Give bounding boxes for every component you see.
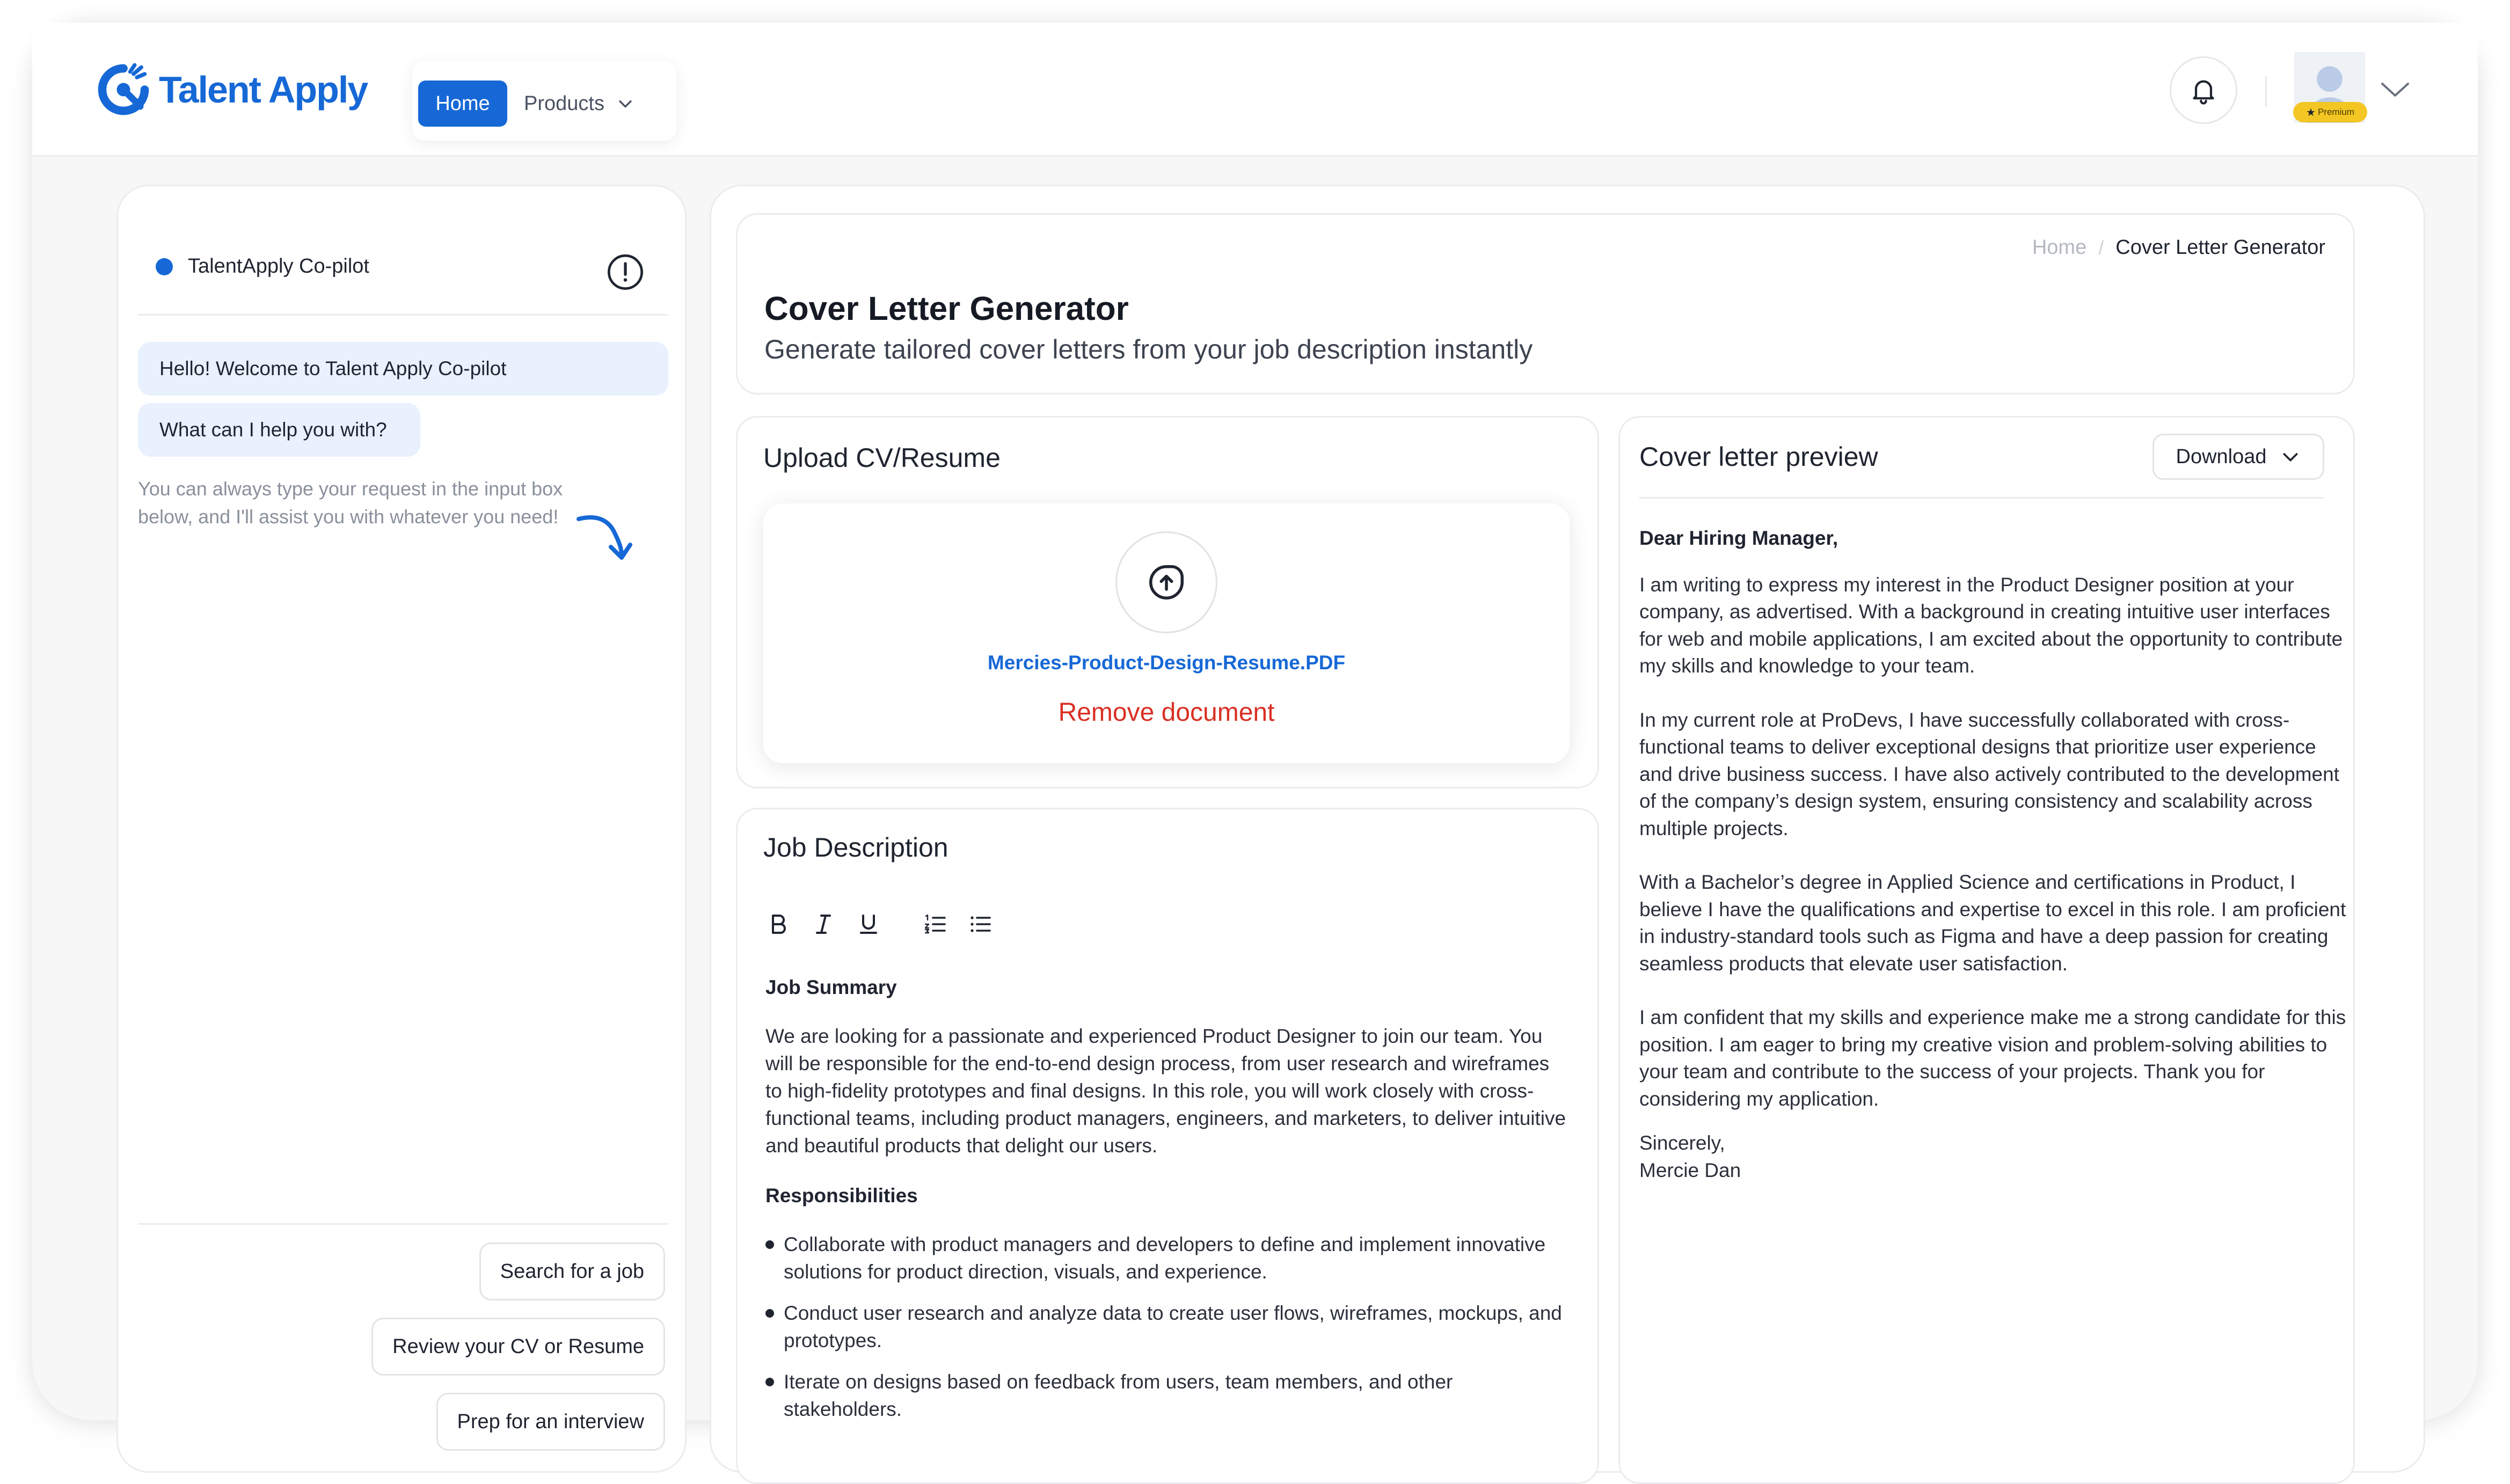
curved-arrow-icon [574, 508, 639, 567]
app-window [32, 23, 2478, 1433]
chat-bubble: What can I help you with? [138, 403, 420, 457]
list-item: Collaborate with product managers and developers to define and implement innovative solutions for product direction, visuals, and experience. [765, 1231, 1571, 1285]
copilot-title: TalentApply Co-pilot [188, 255, 369, 277]
chevron-down-icon [2280, 446, 2301, 467]
brand-logo[interactable] [96, 60, 367, 119]
download-label: Download [2176, 445, 2267, 468]
top-navbar [32, 23, 2478, 157]
chat-bubble: Hello! Welcome to Talent Apply Co-pilot [138, 342, 668, 396]
letter-paragraph: In my current role at ProDevs, I have successfully collaborated with cross-functional teams to deliver exceptional designs that prioritize user experience and drive business success. I have also actively contributed to the development of the company’s design system, ensuring consistency and scalability across multiple projects. [1639, 708, 2339, 839]
letter-paragraph: I am writing to express my interest in the Product Designer position at your company, as advertised. With a background in creating intuitive user interfaces for web and mobile applications, I am excited about the opportunity to contribute my skills and knowledge to your team. [1639, 573, 2343, 677]
bullet-list-button[interactable] [964, 908, 996, 940]
job-description-card [736, 808, 1599, 1484]
responsibilities-list [765, 1231, 1571, 1423]
divider [1639, 497, 2324, 499]
page-title: Cover Letter Generator [764, 290, 1129, 327]
cover-letter-preview-card [1618, 416, 2355, 1484]
suggestion-search-job-button[interactable]: Search for a job [479, 1242, 665, 1300]
letter-closing: Sincerely, [1639, 1132, 1725, 1154]
talent-apply-logo-icon [96, 62, 151, 118]
underline-icon [856, 911, 881, 937]
breadcrumb-current: Cover Letter Generator [2115, 236, 2325, 259]
page-header-card [736, 213, 2355, 394]
divider [138, 1223, 668, 1225]
header-divider [2265, 76, 2267, 106]
italic-icon [811, 911, 836, 937]
suggestion-review-cv-button[interactable]: Review your CV or Resume [371, 1318, 665, 1376]
italic-button[interactable] [807, 908, 840, 940]
bell-icon [2188, 75, 2219, 105]
list-item: Iterate on designs based on feedback from users, team members, and other stakeholders. [765, 1368, 1571, 1423]
upload-button[interactable] [1115, 531, 1217, 633]
upload-cv-card [736, 416, 1599, 788]
suggestion-interview-prep-button[interactable]: Prep for an interview [436, 1393, 666, 1451]
chevron-down-icon [616, 94, 634, 113]
job-description-editor[interactable] [765, 974, 1571, 1437]
letter-greeting: Dear Hiring Manager, [1639, 527, 1838, 549]
list-item: Conduct user research and analyze data to create user flows, wireframes, mockups, and prototypes. [765, 1299, 1571, 1354]
file-dropzone[interactable] [763, 503, 1570, 763]
bullet-list-icon [967, 911, 993, 937]
page-subtitle: Generate tailored cover letters from your job description instantly [764, 334, 1533, 364]
job-summary-text: We are looking for a passionate and experienced Product Designer to join our team. You will be responsible for the end-to-end design process, from user research and wireframes to high-fidelity prototypes and final designs. In this role, you will work closely with cross-functional teams, including product managers, engineers, and marketers, to deliver intuitive and beautiful products that delight our users. [765, 1025, 1566, 1157]
responsibilities-heading: Responsibilities [765, 1185, 918, 1207]
premium-label: Premium [2317, 107, 2354, 117]
numbered-list-button[interactable] [919, 908, 951, 940]
account-menu-chevron-icon[interactable] [2379, 79, 2411, 101]
breadcrumb [2032, 236, 2325, 259]
underline-button[interactable] [852, 908, 885, 940]
nav-products-dropdown[interactable] [517, 81, 641, 127]
remove-document-button[interactable]: Remove document [1058, 698, 1275, 727]
divider [138, 314, 668, 316]
text-format-toolbar [762, 908, 1009, 940]
notifications-button[interactable] [2170, 56, 2237, 124]
main-panel [710, 185, 2425, 1473]
breadcrumb-home-link[interactable]: Home [2032, 236, 2087, 259]
letter-paragraph: With a Bachelor’s degree in Applied Science and certifications in Product, I believe I have the qualifications and expertise to excel in this role. I am proficient in industry-standard tools such as Figma and have a deep passion for creating seamless products that elevate user satisfaction. [1639, 871, 2346, 975]
premium-badge [2293, 102, 2367, 122]
bold-icon [765, 911, 791, 937]
copilot-panel [116, 185, 687, 1473]
bold-button[interactable] [762, 908, 794, 940]
main-nav [412, 61, 676, 141]
file-upload-icon [1145, 561, 1187, 603]
nav-products-label: Products [524, 92, 604, 115]
uploaded-file-name[interactable]: Mercies-Product-Design-Resume.PDF [987, 652, 1346, 674]
download-dropdown-button[interactable] [2153, 434, 2324, 480]
info-icon[interactable] [607, 253, 644, 291]
breadcrumb-separator: / [2098, 236, 2104, 259]
star-icon: ★ [2306, 106, 2316, 119]
letter-paragraph: I am confident that my skills and experience make me a strong candidate for this position. I am eager to bring my creative vision and problem-solving abilities to your team and contribute to the success of your projects. Thank you for considering my application. [1639, 1006, 2346, 1110]
upload-card-title: Upload CV/Resume [763, 443, 1001, 473]
nav-home-button[interactable]: Home [418, 81, 507, 127]
cover-letter-text [1639, 525, 2353, 1184]
preview-title: Cover letter preview [1639, 442, 1878, 472]
brand-name: Talent Apply [159, 69, 368, 111]
copilot-hint-text: You can always type your request in the input box below, and I'll assist you with whatever you need! [138, 478, 563, 528]
copilot-header [156, 255, 369, 278]
job-summary-heading: Job Summary [765, 976, 897, 998]
online-status-dot [156, 258, 173, 275]
numbered-list-icon [922, 911, 948, 937]
letter-signature: Mercie Dan [1639, 1159, 1741, 1181]
job-description-title: Job Description [763, 832, 948, 862]
